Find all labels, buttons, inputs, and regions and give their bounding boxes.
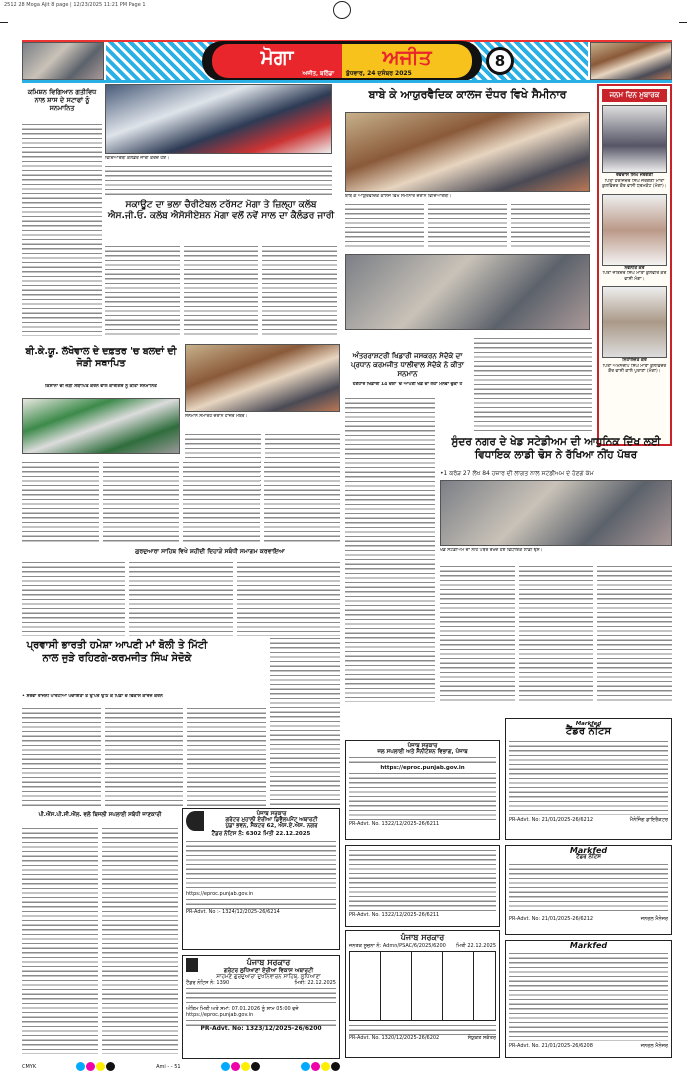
birthday-title: ਜਨਮ ਦਿਨ ਮੁਬਾਰਕ (602, 89, 667, 102)
ad-number: PR-Advt. No. 21/01/2025-26/6208 (509, 1043, 593, 1049)
ad-signatory: ਸੰਯੁਕਤ ਸਕੱਤਰ (467, 1035, 496, 1041)
ad-number: PR-Advt. No. 1322/12/2025-26/6211 (349, 912, 440, 918)
ad-number: PR-Advt. No. 1322/12/2025-26/6211 (349, 821, 440, 827)
article-columns (22, 706, 266, 806)
child-name: ਨਿਹਾਲਜੋਤ ਕੌਰ (622, 358, 647, 363)
birthday-item (602, 105, 667, 190)
ad-markfed-tender (505, 718, 672, 840)
ad-link[interactable]: https://eproc.punjab.gov.in (186, 891, 254, 897)
ad-markfed-notice (505, 845, 672, 935)
photo-caption: ਖੇਡ ਸਟੇਡੀਅਮ ਦਾ ਨੀਂਹ ਪੱਥਰ ਰੱਖਦੇ ਹੋਏ ਵਿਧਾਇਕ ਲਾਡੀ ਢੋਸ। (440, 548, 543, 553)
ad-date: ਮਿਤੀ 22.12.2025 (456, 943, 496, 949)
ad-date: ਮਿਤੀ: 22.12.2025 (294, 980, 336, 986)
ad-markfed-3 (505, 940, 672, 1058)
ad-water-supply-2 (345, 845, 500, 927)
article-body (474, 336, 592, 432)
article-body (270, 636, 340, 806)
article-columns (440, 564, 672, 704)
article-columns (22, 460, 340, 544)
ad-deadline: ਅੰਤਿਮ ਮਿਤੀ ਅਤੇ ਸਮਾਂ: 07.01.2026 ਨੂੰ ਸ਼ਾਮ 05:00 ਵਜੇ (186, 1006, 299, 1012)
subhead: ਹੋਣਹਾਰ ਖਿਡਾਰੀ 14 ਦੇਸ਼ਾਂ 'ਚ ਆਪਣੀ ਖੇਡ ਦਾ ਲੋਹਾ ਮਨਵਾ ਚੁੱਕਾ ਹੈ (352, 382, 463, 387)
headline-nri: ਪ੍ਰਵਾਸੀ ਭਾਰਤੀ ਹਮੇਸ਼ਾ ਆਪਣੀ ਮਾਂ ਬੋਲੀ ਤੇ ਮਿੱਟੀ ਨਾਲ ਜੁੜੇ ਰਹਿਣਗੇ-ਕਰਮਜੀਤ ਸਿੰਘ ਸੇਦੋਕੇ (26, 640, 208, 664)
ad-org: ਪੰਜਾਬ ਸਰਕਾਰ (400, 933, 445, 942)
ad-link[interactable]: https://eproc.punjab.gov.in (186, 1012, 254, 1018)
markfed-logo: Markfed (569, 941, 608, 950)
article-body (22, 122, 102, 336)
markfed-logo: Markfed (575, 721, 602, 727)
photo-caption: ਵਿਦਿਆਰਥੀ ਕਲੰਡਰ ਜਾਰੀ ਕਰਦੇ ਹੋਏ। (105, 156, 170, 161)
masthead-rule (22, 80, 672, 83)
child-photo (602, 286, 667, 358)
photo-caption: ਬਾਬੇ ਕੇ ਆਯੁਰਵੈਦਿਕ ਕਾਲਜ ਵਿਖੇ ਸੈਮੀਨਾਰ ਦੌਰਾਨ ਵਿਦਿਆਰਥੀ। (345, 194, 452, 199)
child-photo (602, 105, 667, 173)
headline-left-top: ਕਮਿਸ਼ਨ ਵਿਗਿਆਨ ਗਤੀਵਿਧ ਨਾਲ ਸ਼ਾਸ ਦੇ ਸਟਾਫਾਂ ਨੂੰ ਸਨਮਾਨਿਤ (27, 88, 97, 113)
subhead: •1 ਕਰੋੜ 27 ਲੱਖ 84 ਹਜ਼ਾਰ ਦੀ ਲਾਗਤ ਨਾਲ ਸਟੇਡੀਅਮ ਦੇ ਹੋਣਗੇ ਕੰਮ (440, 470, 594, 477)
gurdwara-photo (22, 42, 104, 80)
headline-banner: ਗੁਰਦੁਆਰਾ ਸਾਹਿਬ ਵਿਖੇ ਸ਼ਹੀਦੀ ਦਿਹਾੜੇ ਸਬੰਧੀ ਸਮਾਗਮ ਕਰਵਾਇਆ (135, 548, 285, 555)
photo-caption: ਸਨਮਾਨ ਸਮਾਰੋਹ ਦੌਰਾਨ ਹਾਜ਼ਰ ਮੈਂਬਰ। (185, 414, 248, 419)
child-photo (602, 194, 667, 266)
ad-signatory: ਜਨਰਲ ਮੈਨੇਜਰ (640, 1043, 668, 1049)
ad-signatory: ਜਨਰਲ ਮੈਨੇਜਰ (640, 916, 668, 922)
edition-label: ਅਜੀਤ, ਬਠਿੰਡਾ (302, 71, 334, 77)
ad-title: ਜਲ ਸਪਲਾਈ ਅਤੇ ਸੈਨੀਟੇਸ਼ਨ ਵਿਭਾਗ, ਪੰਜਾਬ (377, 749, 468, 755)
print-slug: 2512 28 Moga Ajit 8 page | 12/23/2025 11:21 PM Page 1 (4, 2, 146, 8)
color-bar (22, 1062, 672, 1072)
masthead-paper: ਅਜੀਤ ਬੁੱਧਵਾਰ, 24 ਦਸੰਬਰ 2025 (342, 44, 472, 78)
page-number: 8 (486, 47, 514, 75)
article-body (105, 164, 332, 198)
crop-mark (679, 22, 687, 23)
headline-seminar: ਬਾਬੇ ਕੇ ਆਯੁਰਵੈਦਿਕ ਕਾਲਜ ਦੌਧਰ ਵਿਖੇ ਸੈਮੀਨਾਰ (368, 88, 567, 101)
plate-label: Ami - - 51 (156, 1064, 181, 1070)
scouts-photo (105, 84, 332, 154)
ad-number: PR-Advt. No :- 1324/12/2025-26/6214 (186, 909, 280, 915)
ad-notice: ਟੈਂਡਰ ਨੋਟਿਸ ਨੰ: 6302 ਮਿਤੀ 22.12.2025 (211, 831, 311, 837)
article-columns (105, 244, 337, 336)
cmyk-label: CMYK (22, 1064, 37, 1070)
birthday-item (602, 194, 667, 283)
ad-org: ਪੰਜਾਬ ਸਰਕਾਰ (246, 958, 291, 967)
masthead-city: ਮੋਗਾ ਅਜੀਤ, ਬਠਿੰਡਾ (212, 44, 342, 78)
registration-mark (333, 1, 351, 19)
ad-number: PR-Advt. No: 21/01/2025-26/6212 (509, 916, 594, 922)
stadium-photo (440, 480, 672, 546)
bullet-point: • ਸਰਵਾਂ ਰਾਜਨੀ ਪਾਰਟੀਆਂ ਪੰਚਾਇਤਾਂ ਤੋਂ ਉੱਪਰ ਉੱਠ ਕੇ ਪਿੰਡਾਂ ਦੇ ਵਿਕਾਸ ਕਾਰਜ ਕਰਨ (22, 694, 163, 699)
ad-notice: ਟੈਂਡਰ ਨੋਟਿਸ ਨੰ: 1390 (186, 980, 230, 986)
ad-number: PR-Advt. No: 21/01/2025-26/6212 (509, 817, 594, 823)
ad-address: ਸਾਹਮਣੇ ਗੁਰਦੁਆਰਾ ਦੁਖਨਿਵਾਰਨ ਸਾਹਿਬ, ਲੁਧਿਆਣਾ (216, 974, 321, 980)
bku-photo (22, 398, 180, 454)
ad-org: ਪੰਜਾਬ ਸਰਕਾਰ (407, 743, 438, 749)
headline-bku: ਬੀ.ਕੇ.ਯੂ. ਲੱਖੋਵਾਲ ਦੇ ਦਫ਼ਤਰ 'ਚ ਬਲਦਾਂ ਦੀ ਜੋੜੀ ਸਥਾਪਿਤ (25, 346, 177, 369)
group-photo (185, 344, 340, 412)
article-columns (22, 560, 340, 636)
ad-title: ਗਰੇਟਰ ਲੁਧਿਆਣਾ ਏਰੀਆ ਵਿਕਾਸ ਅਥਾਰਟੀ (223, 968, 314, 974)
ad-ref: ਜਨਤਕ ਸੂਚਨਾ ਨੰ: Admn/PSAC/6/2025/6200 (349, 943, 446, 949)
child-details: ਪਿਤਾ ਅਮਨਦੀਪ ਸਿੰਘ ਮਾਤਾ ਕੁਲਵਿੰਦਰ ਕੌਰ ਵਾਸੀ ਕਾਲੇ ਪੁਰਾਣਾ (ਮੋਗਾ)। (602, 363, 667, 374)
child-name: ਨਵਨੀਤ ਕੌਰ (624, 265, 645, 271)
ad-signatory: ਮੈਨੇਜਿੰਗ ਡਾਇਰੈਕਟਰ (629, 817, 668, 823)
issue-date: ਬੁੱਧਵਾਰ, 24 ਦਸੰਬਰ 2025 (346, 70, 412, 77)
crop-mark (0, 22, 8, 23)
ad-org: ਪੰਜਾਬ ਸਰਕਾਰ (256, 811, 287, 817)
child-details: ਪਿਤਾ ਜਤਿੰਦਰ ਸਿੰਘ ਮਾਤਾ ਕੁਲਵੀਰ ਕੌਰ ਵਾਸੀ ਮੋਗਾ। (602, 271, 667, 282)
ad-glada (182, 955, 340, 1059)
headline-scouts: ਸਕਾਊਟ ਦਾ ਭਲਾ ਚੈਰੀਟੇਬਲ ਟਰੱਸਟ ਮੋਗਾ ਤੇ ਜ਼ਿਲ੍ਹਾ ਕਲੱਬ ਐਸ.ਜੀ.ਓ. ਕਲੱਬ ਐਸੋਸੀਏਸ਼ਨ ਮੋਗਾ ਵਲੋਂ ਨਵੇਂ ਸਾਲ ਦਾ ਕੈਲੰਡਰ ਜਾਰੀ (107, 200, 335, 222)
ad-water-supply (345, 740, 500, 840)
headline-pspcl: ਪੀ.ਐੱਸ.ਪੀ.ਸੀ.ਐੱਲ. ਵਲੋਂ ਬਿਜਲੀ ਸਪਲਾਈ ਸਬੰਧੀ ਜਾਣਕਾਰੀ (38, 812, 162, 818)
ad-title: ਟੈਂਡਰ ਨੋਟਿਸ (576, 854, 601, 860)
ad-address: ਪੁੱਡਾ ਭਵਨ, ਸੈਕਟਰ 62, ਐਸ.ਏ.ਐਸ. ਨਗਰ (225, 823, 318, 829)
ad-number: PR-Advt. No. 1320/12/2025-26/6202 (349, 1035, 440, 1041)
notice-table (349, 951, 496, 1021)
masthead (22, 40, 672, 80)
article-body (345, 396, 435, 702)
subhead: ਕਿਸਾਨਾਂ ਦੀ ਜੋੜੀ ਸਥਾਪਿਤ ਕਰਨ ਵਾਲੇ ਕਾਰੀਗਰ ਨੂੰ ਕੀਤਾ ਸਨਮਾਨਿਤ (45, 384, 157, 389)
ad-title: ਗਰੇਟਰ ਮੁਹਾਲੀ ਏਰੀਆ ਡਿਵੈਲਪਮੈਂਟ ਅਥਾਰਟੀ (225, 817, 318, 823)
child-details: ਪਿਤਾ ਹਰਜਿੰਦਰ ਸਿੰਘ ਜਰਗਣੀ ਮਾਤਾ ਕੁਲਵਿੰਦਰ ਕੌਰ ਵਾਸੀ ਧਰਮਕੋਟ (ਮੋਗਾ)। (602, 178, 667, 189)
gmada-logo (186, 811, 204, 831)
ad-title: ਟੈਂਡਰ ਨੋਟਿਸ (565, 726, 612, 737)
article-columns (22, 826, 178, 1054)
article-columns (345, 202, 590, 250)
child-name: ਰਵਦਾਸ ਸਿੰਘ ਜਰਗਣੀ (616, 173, 653, 178)
seminar-photo (345, 112, 590, 192)
temple-photo (590, 42, 672, 80)
punjab-emblem-icon (186, 958, 198, 972)
ad-gmada (182, 808, 340, 950)
birthday-item (602, 286, 667, 375)
ad-number: PR-Advt. No: 1323/12/2025-26/6200 (200, 1025, 322, 1032)
event-photo (345, 254, 590, 330)
headline-international: ਅੰਤਰਰਾਸ਼ਟਰੀ ਖਿਡਾਰੀ ਜਸਕਰਨ ਸੇਦੋਕੇ ਦਾ ਪ੍ਰਧਾਨ ਕਰਮਜੀਤ ਧਾਲੀਵਾਲ ਸੇਦੋਕੇ ਨੇ ਕੀਤਾ ਸਨਮਾਨ (351, 352, 464, 378)
markfed-logo: Markfed (569, 846, 608, 855)
headline-stadium: ਸੁੰਦਰ ਨਗਰ ਦੇ ਖੇਡ ਸਟੇਡੀਅਮ ਦੀ ਆਧੁਨਿਕ ਦਿੱਖ ਲਈ ਵਿਧਾਇਕ ਲਾਡੀ ਢੋਸ ਨੇ ਰੱਖਿਆ ਨੀਂਹ ਪੱਥਰ (451, 436, 661, 462)
ad-public-notice (345, 930, 500, 1058)
birthday-box (597, 84, 672, 446)
ad-link[interactable]: https://eproc.punjab.gov.in (380, 765, 465, 771)
